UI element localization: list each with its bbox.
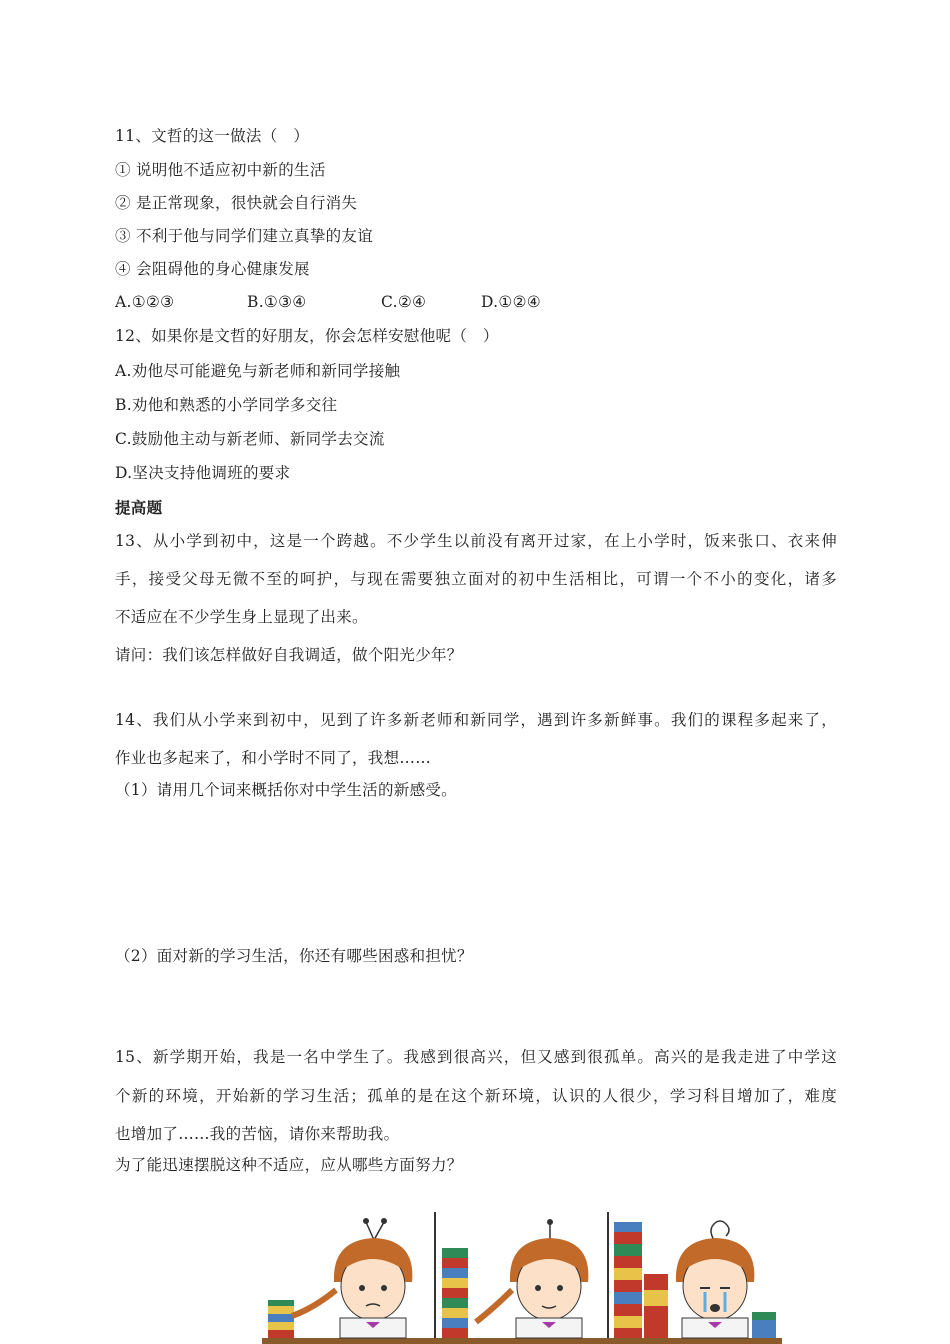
q12-option-d: D.坚决支持他调班的要求 — [115, 464, 291, 482]
q12-option-a: A.劝他尽可能避免与新老师和新同学接触 — [115, 362, 401, 380]
q11-item-4: ④ 会阻碍他的身心健康发展 — [115, 260, 310, 278]
q14-line-1: 14、我们从小学来到初中，见到了许多新老师和新同学，遇到许多新鲜事。我们的课程多起来了， — [115, 711, 837, 729]
q11-stem: 11、文哲的这一做法（ ） — [115, 127, 310, 145]
girl-icon — [476, 1219, 588, 1338]
q13-question: 请问：我们该怎样做好自我调适，做个阳光少年？ — [115, 646, 463, 664]
q13-line-2: 手，接受父母无微不至的呵护，与现在需要独立面对的初中生活相比，可谓一个不小的变化，诸多 — [115, 570, 837, 588]
q11-item-3: ③ 不利于他与同学们建立真挚的友谊 — [115, 227, 374, 245]
book-stack-large — [614, 1222, 668, 1338]
q15-line-3: 也增加了……我的苦恼，请你来帮助我。 — [115, 1125, 400, 1143]
q11-option-a: A.①②③ — [115, 293, 175, 311]
q14-sub-question-2: （2）面对新的学习生活，你还有哪些困惑和担忧？ — [115, 947, 473, 965]
book-stack-medium — [442, 1248, 468, 1338]
q15-line-1: 15、新学期开始，我是一名中学生了。我感到很高兴，但又感到很孤单。高兴的是我走进了中学这 — [115, 1048, 837, 1066]
q11-item-2: ② 是正常现象，很快就会自行消失 — [115, 194, 358, 212]
panel-2 — [435, 1219, 608, 1344]
q11-option-b: B.①③④ — [247, 293, 307, 311]
q12-option-c: C.鼓励他主动与新老师、新同学去交流 — [115, 430, 385, 448]
panel-3 — [608, 1221, 782, 1344]
girl-icon — [292, 1218, 412, 1338]
book-stack-small — [268, 1300, 294, 1338]
q15-line-2: 个新的环境，开始新的学习生活；孤单的是在这个新环境，认识的人很少，学习科目增加了，难度 — [115, 1087, 837, 1105]
q12-stem: 12、如果你是文哲的好朋友，你会怎样安慰他呢（ ） — [115, 327, 499, 345]
q13-line-1: 13、从小学到初中，这是一个跨越。不少学生以前没有离开过家，在上小学时，饭来张口、衣来伸 — [115, 532, 837, 550]
q11-options — [115, 292, 615, 312]
q15-question: 为了能迅速摆脱这种不适应，应从哪些方面努力？ — [115, 1156, 463, 1174]
q12-option-b: B.劝他和熟悉的小学同学多交往 — [115, 396, 338, 414]
q13-line-3: 不适应在不少学生身上显现了出来。 — [115, 608, 368, 626]
section-heading: 提高题 — [115, 499, 163, 517]
q14-sub-question-1: （1）请用几个词来概括你对中学生活的新感受。 — [115, 781, 457, 799]
q11-option-d: D.①②④ — [481, 293, 541, 311]
cartoon-illustration — [262, 1212, 782, 1344]
q11-item-1: ① 说明他不适应初中新的生活 — [115, 161, 326, 179]
girl-icon — [676, 1221, 776, 1338]
panel-1 — [262, 1218, 435, 1344]
q11-option-c: C.②④ — [381, 293, 427, 311]
q14-line-2: 作业也多起来了，和小学时不同了，我想…… — [115, 749, 432, 767]
